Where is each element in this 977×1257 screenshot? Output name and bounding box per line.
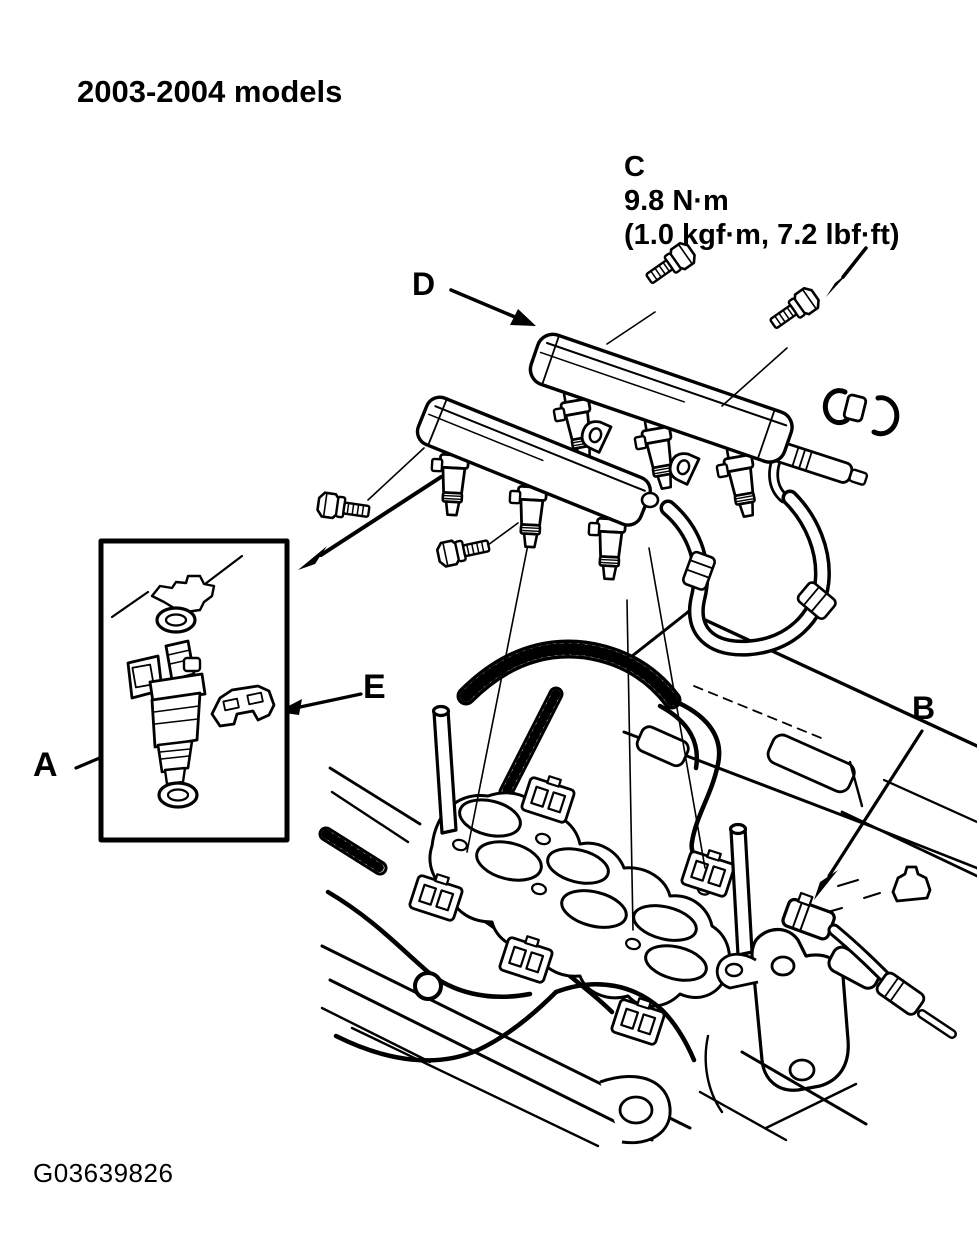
callout-e-label: E (363, 668, 386, 706)
callout-a-label: A (33, 746, 58, 784)
intake-ports-surface (430, 793, 730, 1006)
torque-conversion: (1.0 kgf·m, 7.2 lbf·ft) (624, 219, 900, 251)
rail-mounting-bolt (317, 492, 371, 523)
engine-manifold (322, 612, 977, 1146)
callout-c (624, 150, 900, 252)
hose-retainer-clips (825, 391, 897, 434)
fuel-hose-bracket (706, 930, 849, 1113)
callout-d-label: D (412, 266, 436, 302)
injector-detail-inset (101, 541, 287, 840)
diagram-title: 2003-2004 models (77, 74, 343, 109)
rail-mounting-bolt (436, 533, 491, 567)
torque-value: 9.8 N·m (624, 185, 729, 217)
callout-b-label: B (912, 690, 936, 726)
rail-mounting-bolt (766, 285, 822, 334)
figure-code: G03639826 (33, 1158, 174, 1188)
callout-c-label: C (624, 151, 645, 183)
injector-connector (681, 845, 737, 897)
engine-boss (828, 867, 930, 912)
